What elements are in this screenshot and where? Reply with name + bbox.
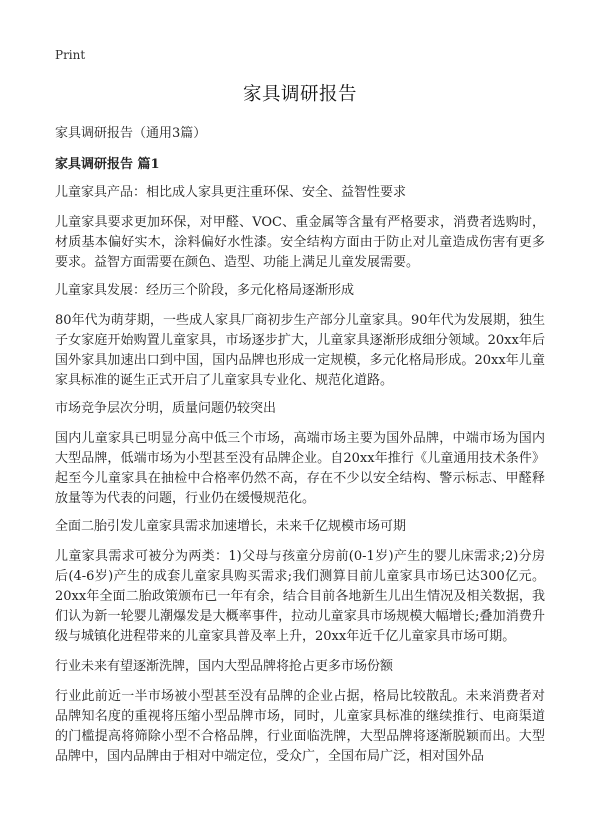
paragraph-product-heading: 儿童家具产品：相比成人家具更注重环保、安全、益智性要求 — [55, 185, 407, 200]
paragraph-industry-heading: 行业未来有望逐渐洗牌，国内大型品牌将抢占更多市场份额 — [55, 659, 394, 674]
paragraph-demand-heading: 全面二胎引发儿童家具需求加速增长，未来千亿规模市场可期 — [55, 519, 407, 534]
print-link[interactable]: Print — [55, 48, 86, 62]
paragraph-industry-body: 行业此前近一半市场被小型甚至没有品牌的企业占据，格局比较散乱。未来消费者对品牌知名度的重视将压缩小型品牌市场，同时，儿童家具标准的继续推行、电商渠道的门槛提高将筛除小型不合格品牌，行业面临洗牌，大型品牌将逐渐脱颖而出。大型品牌中，国内品牌由于相对中端定位，受众广，全国布局广泛，相对国外品 — [55, 689, 545, 764]
paragraph-development-heading: 儿童家具发展：经历三个阶段，多元化格局逐渐形成 — [55, 283, 355, 298]
document-title: 家具调研报告 — [242, 84, 357, 105]
paragraph-competition-body: 国内儿童家具已明显分高中低三个市场，高端市场主要为国外品牌，中端市场为国内大型品牌，低端市场为小型甚至没有品牌企业。自20xx年推行《儿童通用技术条件》起至今儿童家具在抽检中合格率仍然不高，存在不少以安全结构、警示标志、甲醛释放量等为代表的问题，行业仍在缓慢规范化。 — [55, 431, 545, 506]
paragraph-development-body: 80年代为萌芽期，一些成人家具厂商初步生产部分儿童家具。90年代为发展期，独生子女家庭开始购置儿童家具，市场逐步扩大，儿童家具逐渐形成细分领域。20xx年后国外家具加速出口到中国，国内品牌也形成一定规模，多元化格局形成。20xx年儿童家具标准的诞生正式开启了儿童家具专业化、规范化道路。 — [55, 313, 545, 388]
paragraph-competition-heading: 市场竞争层次分明，质量问题仍较突出 — [55, 401, 277, 416]
document-subtitle: 家具调研报告（通用3篇） — [55, 126, 207, 141]
section-heading: 家具调研报告 篇1 — [55, 157, 160, 172]
paragraph-product-body: 儿童家具要求更加环保，对甲醛、VOC、重金属等含量有严格要求，消费者选购时，材质基本偏好实木，涂料偏好水性漆。安全结构方面由于防止对儿童造成伤害有更多要求。益智方面需要在颜色、造型、功能上满足儿童发展需要。 — [55, 215, 545, 270]
paragraph-demand-body: 儿童家具需求可被分为两类：1)父母与孩童分房前(0-1岁)产生的婴儿床需求;2)分房后(4-6岁)产生的成套儿童家具购买需求;我们测算目前儿童家具市场已达300亿元。20xx年全面二胎政策颁布已一年有余，结合目前各地新生儿出生情况及相关数据，我们认为新一轮婴儿潮爆发是大概率事件，拉动儿童家具市场规模大幅增长;叠加消费升级与城镇化进程带来的儿童家具普及率上升，20xx年近千亿儿童家具市场可期。 — [55, 549, 545, 644]
